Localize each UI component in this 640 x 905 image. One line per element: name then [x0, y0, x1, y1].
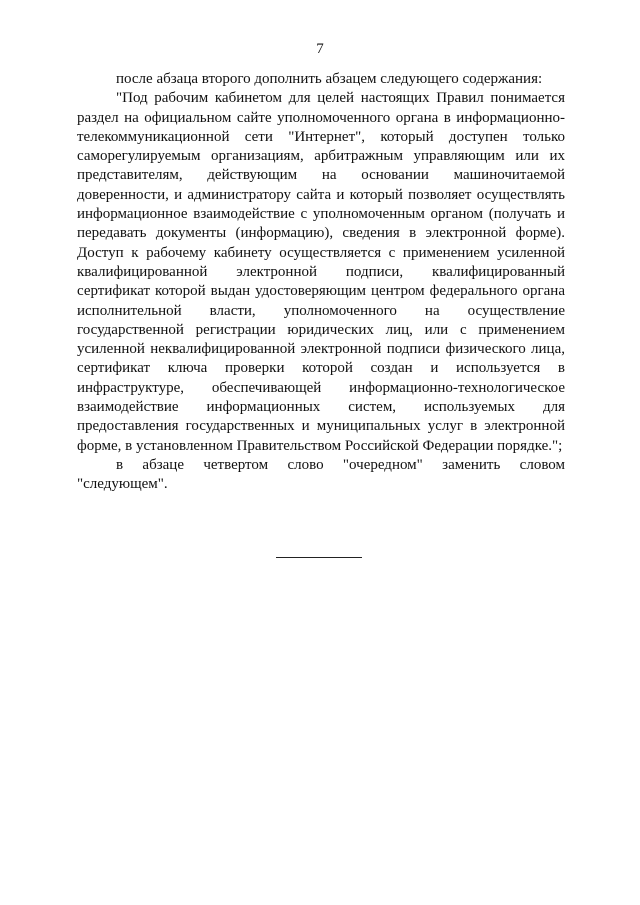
document-body [77, 70, 565, 495]
page-number: 7 [316, 41, 324, 57]
end-separator-line [276, 557, 362, 558]
paragraph-intro: после абзаца второго дополнить абзацем следующего содержания: [116, 71, 543, 87]
paragraph-definition: "Под рабочим кабинетом для целей настоящих Правил понимается раздел на официальном сайте уполномоченного органа в информационно-телекоммуникационной сети "Интернет", который доступен только саморегулируемым организациям, арбитражным управляющим или их представителям, действующим на основании машиночитаемой доверенности, и администратору сайта и который позволяет осуществлять информационное взаимодействие с уполномоченным органом (получать и передавать документы (информацию), сведения в электронной форме). Доступ к рабочему кабинету осуществляется с применением усиленной квалифицированной электронной подписи, квалифицированный сертификат которой выдан удостоверяющим центром федерального органа исполнительной власти, уполномоченного на осуществление государственной регистрации юридических лиц, или с применением усиленной неквалифицированной электронной подписи физического лица, сертификат ключа проверки которой создан и используется в инфраструктуре, обеспечивающей информационно-технологическое взаимодействие информационных систем, используемых для предоставления государственных и муниципальных услуг в электронной форме, в установленном Правительством Российской Федерации порядке."; [77, 90, 565, 454]
paragraph-amendment: в абзаце четвертом слово "очередном" заменить словом "следующем". [77, 456, 565, 493]
